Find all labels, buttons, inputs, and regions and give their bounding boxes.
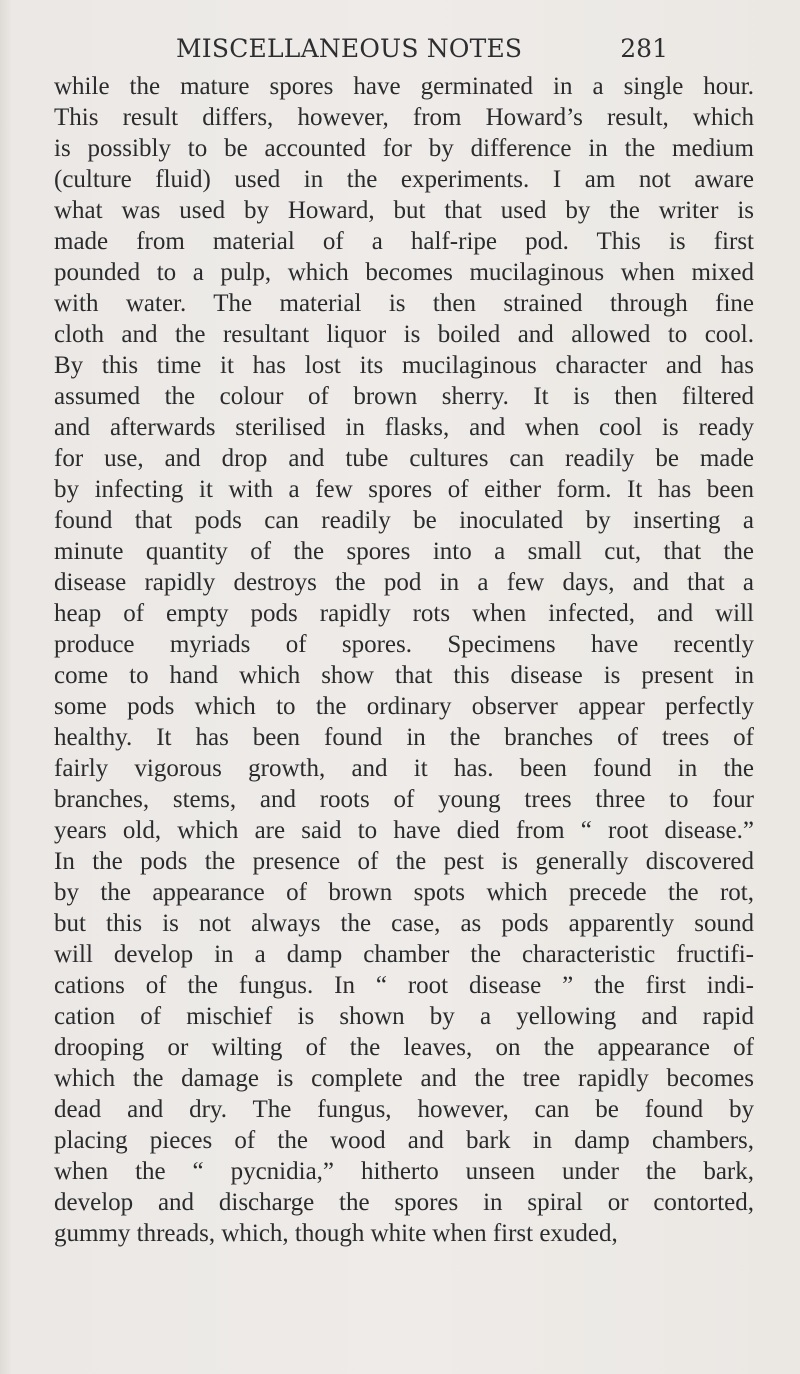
text-line: with water. The material is then strained through fine — [54, 290, 754, 317]
text-line: heap of empty pods rapidly rots when infected, and will — [54, 600, 754, 627]
text-line: made from material of a half-ripe pod. This is first — [54, 228, 754, 255]
text-line: minute quantity of the spores into a small cut, that the — [54, 538, 754, 565]
text-line: By this time it has lost its mucilaginous character and has — [54, 352, 754, 379]
page-number: 281 — [620, 34, 668, 63]
text-line: found that pods can readily be inoculated by inserting a — [54, 507, 754, 534]
text-line: pounded to a pulp, which becomes mucilaginous when mixed — [54, 259, 754, 286]
text-line: fairly vigorous growth, and it has. been found in the — [54, 755, 754, 782]
text-line: while the mature spores have germinated in a single hour. — [54, 73, 754, 100]
text-line: come to hand which show that this disease is present in — [54, 662, 754, 689]
text-line: This result differs, however, from Howard’s result, which — [54, 104, 754, 131]
text-line: gummy threads, which, though white when first exuded, — [54, 1220, 618, 1247]
text-line: by the appearance of brown spots which precede the rot, — [54, 879, 754, 906]
text-line: develop and discharge the spores in spiral or contorted, — [54, 1189, 754, 1216]
text-line: but this is not always the case, as pods apparently sound — [54, 910, 754, 937]
text-line: produce myriads of spores. Specimens have recently — [54, 631, 754, 658]
text-line: branches, stems, and roots of young trees three to four — [54, 786, 754, 813]
text-line: some pods which to the ordinary observer appear perfectly — [54, 693, 754, 720]
text-line: cation of mischief is shown by a yellowing and rapid — [54, 1003, 754, 1030]
text-line: (culture fluid) used in the experiments. I am not aware — [54, 166, 754, 193]
text-line: by infecting it with a few spores of either form. It has been — [54, 476, 754, 503]
text-line: for use, and drop and tube cultures can readily be made — [54, 445, 754, 472]
running-title: MISCELLANEOUS NOTES — [176, 34, 523, 63]
text-line: years old, which are said to have died from “ root disease.” — [54, 817, 754, 844]
text-line: assumed the colour of brown sherry. It is then filtered — [54, 383, 754, 410]
text-line: what was used by Howard, but that used by the writer is — [54, 197, 754, 224]
text-line: healthy. It has been found in the branches of trees of — [54, 724, 754, 751]
text-line: cations of the fungus. In “ root disease ” the first indi- — [54, 972, 754, 999]
text-line: cloth and the resultant liquor is boiled and allowed to cool. — [54, 321, 754, 348]
text-line: In the pods the presence of the pest is generally discovered — [54, 848, 754, 875]
page-header — [176, 34, 668, 74]
text-line: dead and dry. The fungus, however, can be found by — [54, 1096, 754, 1123]
text-line: is possibly to be accounted for by difference in the medium — [54, 135, 754, 162]
text-line: which the damage is complete and the tree rapidly becomes — [54, 1065, 754, 1092]
text-line: placing pieces of the wood and bark in damp chambers, — [54, 1127, 754, 1154]
body-paragraph — [54, 71, 754, 1249]
text-line: when the “ pycnidia,” hitherto unseen under the bark, — [54, 1158, 754, 1185]
text-line: drooping or wilting of the leaves, on the appearance of — [54, 1034, 754, 1061]
text-line: will develop in a damp chamber the characteristic fructifi- — [54, 941, 754, 968]
text-line: and afterwards sterilised in flasks, and when cool is ready — [54, 414, 754, 441]
text-line: disease rapidly destroys the pod in a few days, and that a — [54, 569, 754, 596]
